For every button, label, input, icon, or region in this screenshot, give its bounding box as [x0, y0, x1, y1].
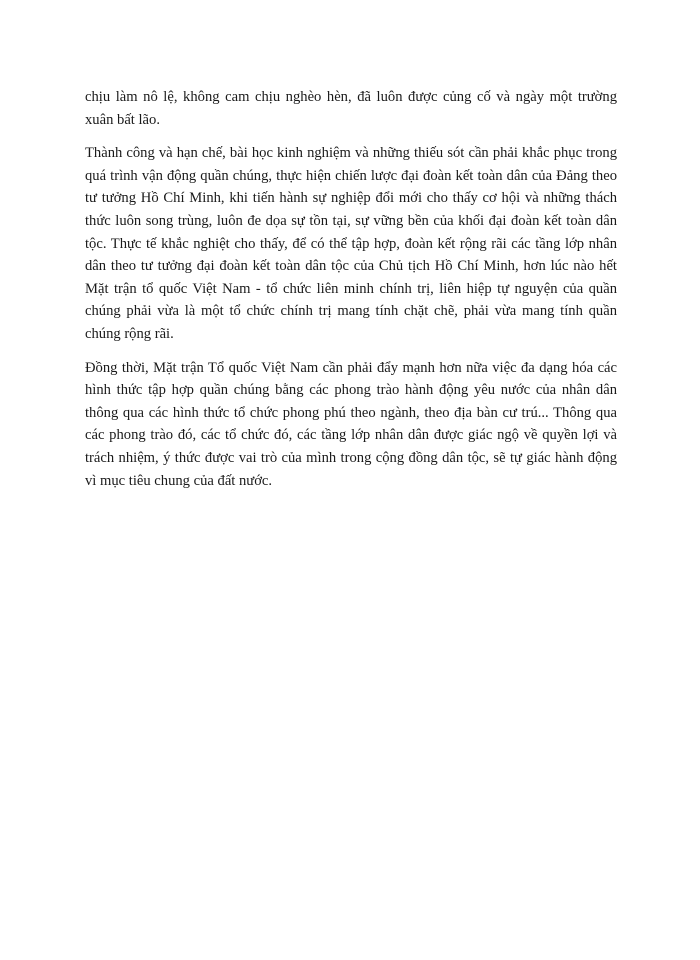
text-line: thông qua các hình thức tổ chức phong phú theo ngành, theo địa bàn cư trú... Thông qua: [85, 404, 617, 421]
text-line: Thành công và hạn chế, bài học kinh nghiệm và những thiếu sót cần phải khắc phục trong: [85, 145, 617, 162]
text-line: xuân bất lão.: [85, 111, 160, 128]
text-line: quá trình vận động quần chúng, thực hiện chiến lược đại đoàn kết toàn dân của Đảng theo: [85, 167, 617, 184]
text-line: tộc. Thực tế khắc nghiệt cho thấy, để có thể tập hợp, đoàn kết rộng rãi các tầng lớp nhân: [85, 235, 617, 252]
text-line: chúng phải vừa là một tổ chức chính trị mang tính chặt chẽ, phải vừa mang tính quần: [85, 303, 617, 320]
text-line: tư tưởng Hồ Chí Minh, khi tiến hành sự nghiệp đổi mới cho thấy cơ hội và những thách: [85, 190, 617, 207]
text-line: thức luôn song trùng, luôn đe dọa sự tồn tại, sự vững bền của khối đại đoàn kết toàn dân: [85, 212, 617, 229]
text-line: vì mục tiêu chung của đất nước.: [85, 472, 273, 489]
text-line: các phong trào đó, các tổ chức đó, các tầng lớp nhân dân được giác ngộ về quyền lợi và: [85, 427, 617, 444]
text-line: chúng rộng rãi.: [85, 325, 174, 342]
paragraph: [85, 86, 617, 131]
text-line: dân theo tư tưởng đại đoàn kết toàn dân tộc của Chủ tịch Hồ Chí Minh, hơn lúc nào hết: [85, 258, 617, 275]
text-line: Đồng thời, Mặt trận Tổ quốc Việt Nam cần phải đẩy mạnh hơn nữa việc đa dạng hóa các: [85, 359, 617, 376]
text-line: chịu làm nô lệ, không cam chịu nghèo hèn, đã luôn được củng cố và ngày một trường: [85, 89, 617, 105]
text-line: Mặt trận tổ quốc Việt Nam - tổ chức liên minh chính trị, liên hiệp tự nguyện của quần: [85, 280, 617, 297]
paragraph: [85, 357, 617, 493]
text-line: hình thức tập hợp quần chúng bằng các phong trào hành động yêu nước của nhân dân: [85, 382, 617, 399]
text-line: trách nhiệm, ý thức được vai trò của mình trong cộng đồng dân tộc, sẽ tự giác hành động: [85, 449, 617, 466]
paragraph: [85, 142, 617, 345]
document-body: [85, 86, 617, 503]
